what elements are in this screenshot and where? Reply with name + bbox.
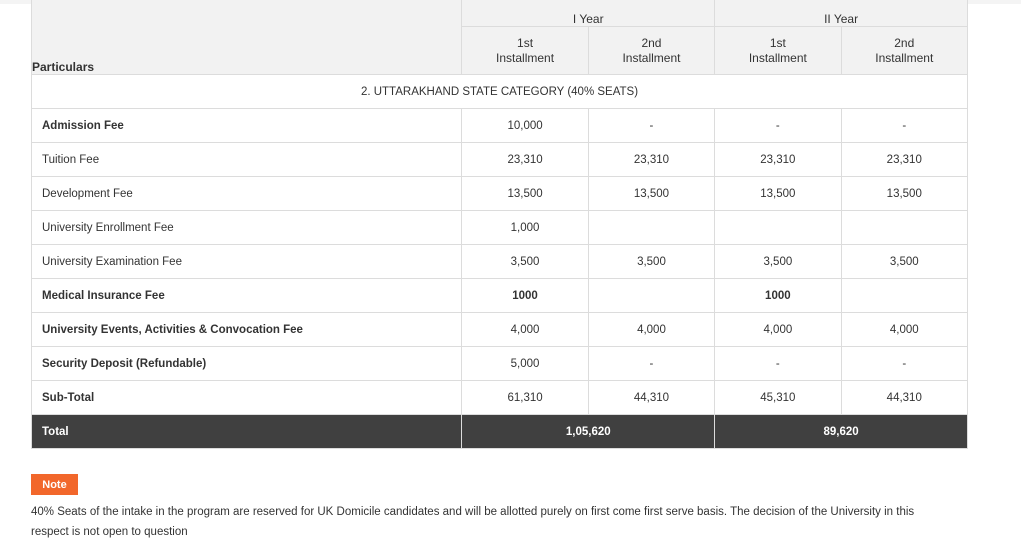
fee-cell: 23,310 [588, 143, 714, 177]
row-label: Sub-Total [32, 381, 462, 415]
fee-cell: 44,310 [841, 381, 967, 415]
table-row [32, 313, 968, 347]
table-row [32, 177, 968, 211]
total-year-2: 89,620 [715, 415, 968, 449]
table-row [32, 211, 968, 245]
fee-cell: - [715, 109, 841, 143]
fee-cell: 13,500 [588, 177, 714, 211]
fee-cell [841, 211, 967, 245]
row-label: University Enrollment Fee [32, 211, 462, 245]
fee-cell: 61,310 [462, 381, 588, 415]
total-year-1: 1,05,620 [462, 415, 715, 449]
note-text: 40% Seats of the intake in the program are reserved for UK Domicile candidates and will be allotted purely on first come first serve basis. The decision of the University in this respect is not open to question [31, 506, 915, 538]
row-label: Development Fee [32, 177, 462, 211]
fee-cell: 3,500 [462, 245, 588, 279]
row-label: Medical Insurance Fee [32, 279, 462, 313]
fee-cell: - [841, 347, 967, 381]
fee-cell: 4,000 [588, 313, 714, 347]
total-label: Total [32, 415, 462, 449]
note-badge: Note [31, 474, 78, 495]
installment-header: 1st Installment [462, 27, 588, 75]
fee-cell: 5,000 [462, 347, 588, 381]
fee-cell [588, 211, 714, 245]
fee-cell: 3,500 [588, 245, 714, 279]
fee-cell [588, 279, 714, 313]
row-label: University Examination Fee [32, 245, 462, 279]
fee-cell: - [588, 109, 714, 143]
table-row [32, 245, 968, 279]
fee-cell: 10,000 [462, 109, 588, 143]
table-row [32, 143, 968, 177]
table-row [32, 347, 968, 381]
row-label: Security Deposit (Refundable) [32, 347, 462, 381]
year-2-header: II Year [715, 0, 968, 27]
category-row [32, 75, 968, 109]
row-label: University Events, Activities & Convocation Fee [32, 313, 462, 347]
table-row [32, 109, 968, 143]
fee-cell: 44,310 [588, 381, 714, 415]
fee-cell: 23,310 [715, 143, 841, 177]
category-title: 2. UTTARAKHAND STATE CATEGORY (40% SEATS) [32, 75, 968, 109]
fee-cell [841, 279, 967, 313]
fee-cell: 13,500 [841, 177, 967, 211]
fee-cell: 13,500 [462, 177, 588, 211]
year-1-header: I Year [462, 0, 715, 27]
fee-cell: - [715, 347, 841, 381]
particulars-header: Particulars [32, 0, 462, 75]
fee-cell: 4,000 [715, 313, 841, 347]
fee-cell: 1,000 [462, 211, 588, 245]
installment-header: 2nd Installment [841, 27, 967, 75]
installment-header: 2nd Installment [588, 27, 714, 75]
installment-header: 1st Installment [715, 27, 841, 75]
fee-cell: 1000 [462, 279, 588, 313]
table-row [32, 279, 968, 313]
row-label: Admission Fee [32, 109, 462, 143]
fee-cell: 3,500 [715, 245, 841, 279]
fee-cell: 45,310 [715, 381, 841, 415]
fee-cell: 23,310 [462, 143, 588, 177]
fee-cell: - [588, 347, 714, 381]
fee-cell: 3,500 [841, 245, 967, 279]
fee-cell: 4,000 [841, 313, 967, 347]
year-header-row [32, 0, 968, 27]
fee-cell: - [841, 109, 967, 143]
row-label: Tuition Fee [32, 143, 462, 177]
total-row [32, 415, 968, 449]
fee-structure-table [31, 0, 968, 449]
fee-cell: 1000 [715, 279, 841, 313]
subtotal-row [32, 381, 968, 415]
fee-cell: 4,000 [462, 313, 588, 347]
fee-cell: 13,500 [715, 177, 841, 211]
fee-cell [715, 211, 841, 245]
fee-cell: 23,310 [841, 143, 967, 177]
